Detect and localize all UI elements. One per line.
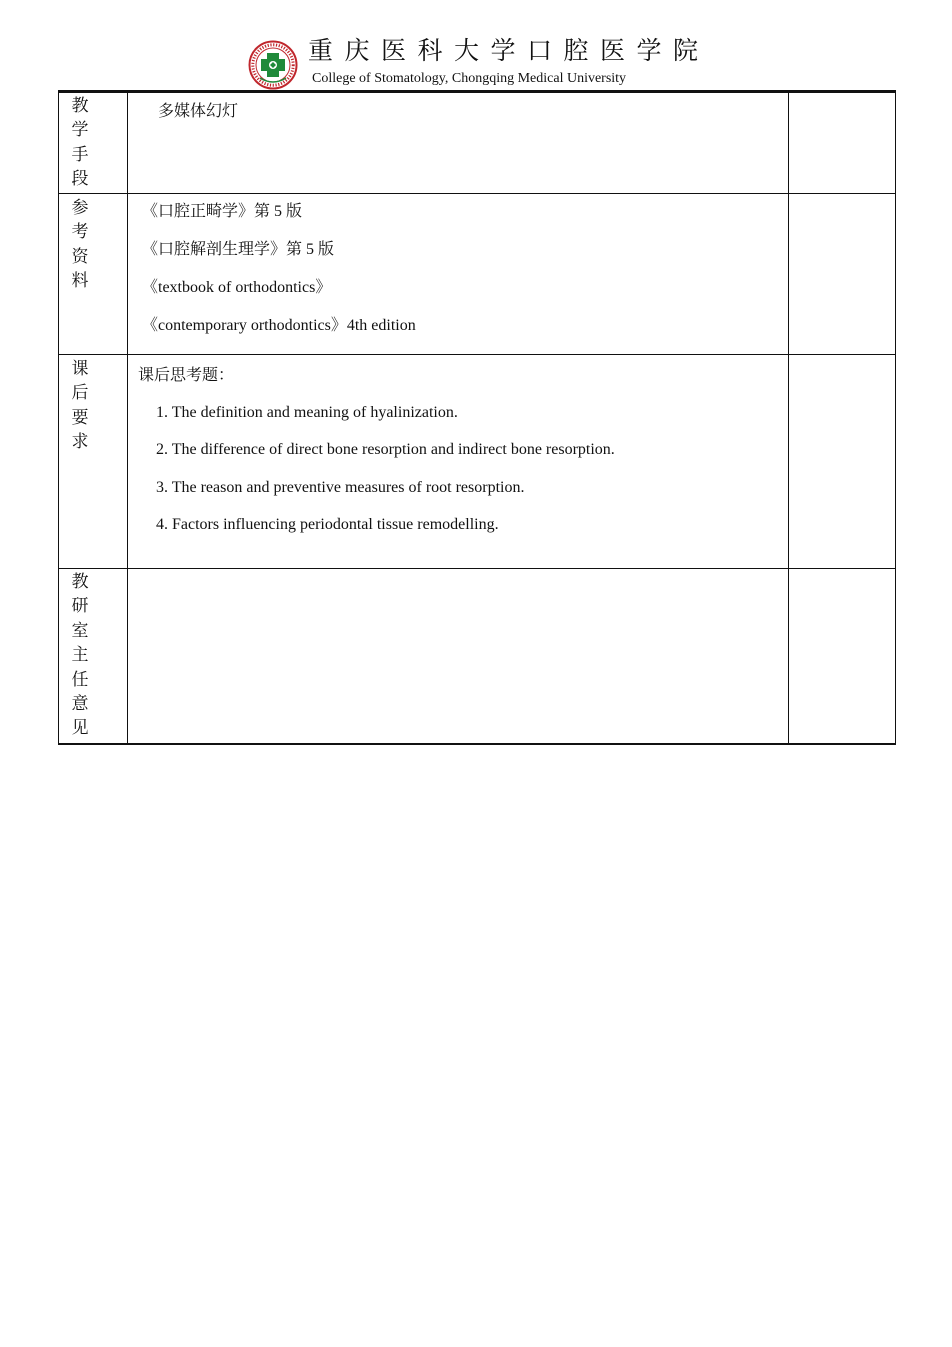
reference-item: 《口腔正畸学》第 5 版 (142, 203, 303, 220)
table-border-left (58, 92, 59, 745)
reference-item: 《contemporary orthodontics》4th edition (142, 317, 416, 334)
university-seal-icon (248, 40, 298, 90)
column-divider (127, 92, 128, 745)
row-label-after-class: 课 后 要 求 (71, 359, 89, 452)
table-border-right (895, 92, 896, 745)
row-divider (58, 568, 896, 569)
institution-name-english: College of Stomatology, Chongqing Medical University (312, 71, 627, 86)
table-border-top (58, 92, 896, 93)
question-item: 4. Factors influencing periodontal tissue remodelling. (156, 516, 499, 533)
after-class-heading: 课后思考题： (138, 367, 235, 384)
column-divider (788, 92, 789, 745)
question-item: 2. The difference of direct bone resorption and indirect bone resorption. (156, 441, 615, 458)
document-header (0, 36, 952, 92)
lesson-plan-table (58, 92, 896, 745)
row-divider (58, 354, 896, 355)
row-label-director-opinion: 教 研 室 主 任 意 见 (71, 572, 89, 738)
institution-name-chinese: 重庆医科大学口腔医学院 (308, 38, 710, 65)
teaching-method-content: 多媒体幻灯 (158, 103, 239, 120)
row-divider (58, 193, 896, 194)
table-border-bottom (58, 743, 896, 745)
row-label-references: 参 考 资 料 (71, 198, 89, 291)
question-item: 1. The definition and meaning of hyalinization. (156, 404, 458, 421)
reference-item: 《口腔解剖生理学》第 5 版 (142, 241, 335, 258)
question-item: 3. The reason and preventive measures of root resorption. (156, 479, 525, 496)
row-label-teaching-method: 教 学 手 段 (71, 96, 89, 189)
reference-item: 《textbook of orthodontics》 (142, 279, 332, 296)
